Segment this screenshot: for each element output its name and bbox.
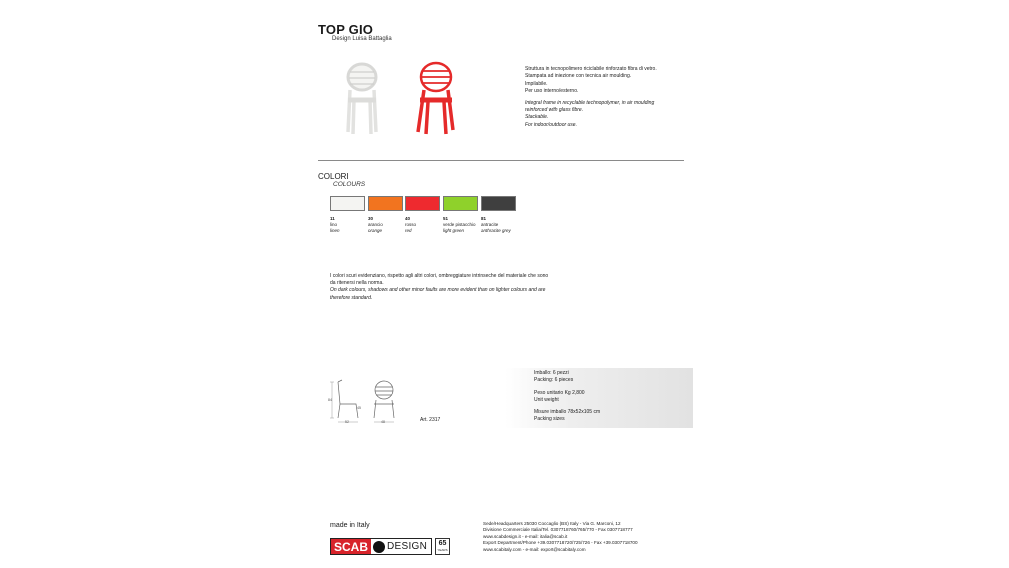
color-note-it: I colori scuri evidenziano, rispetto agli altri colori, ombreggiature intrinseche del materiale che sono da ritenersi nella norma. — [330, 273, 549, 287]
color-swatch-light-green — [443, 196, 478, 211]
swatch-name-it: rosso — [405, 222, 417, 227]
swatch-code: 30 — [368, 216, 374, 221]
description-en-line: Integral frame in recyclable technopolymer, in air moulding — [525, 99, 655, 106]
description-it-line: Struttura in tecnopolimero riciclabile rinforzato fibra di vetro. — [525, 66, 657, 72]
product-designer: Design Luisa Battaglia — [332, 36, 392, 42]
description-it-line: Stampata ad iniezione con tecnica air moulding. — [525, 73, 632, 80]
dim-depth: 52 — [345, 420, 349, 424]
dim-width: 48 — [381, 420, 385, 424]
size-en: Packing sizes — [534, 416, 565, 422]
colors-title-en: COLOURS — [333, 181, 366, 188]
product-description — [525, 66, 695, 129]
swatch-name-en: light green — [443, 228, 465, 233]
description-en-line: For indoor/outdoor use. — [525, 121, 577, 128]
swatch-code: 51 — [443, 216, 449, 221]
swatch-label — [481, 216, 521, 234]
swatch-name-it: verde pistacchio — [443, 222, 476, 227]
front-view-drawing — [374, 381, 394, 422]
swatch-name-en: anthracite grey — [481, 228, 511, 233]
color-swatch-orange — [368, 196, 403, 211]
badge-number: 65 — [438, 540, 447, 547]
description-en-line: Stackable. — [525, 114, 549, 121]
contact-line: www.scabitaly.com - e-mail: export@scabitaly.com — [483, 546, 586, 552]
brand-logo — [330, 538, 432, 555]
chair-photos — [340, 60, 460, 138]
badge-text: YEARS — [437, 548, 448, 552]
contact-line: Sede/Headquarters 25030 Coccaglio (BS) Italy - Via G. Marconi, 12 — [483, 521, 621, 526]
swatch-name-en: red — [405, 228, 412, 233]
contact-line: Divisione Commerciale Italia/Tel. 0307718760/765/770 - Fax 0307718777 — [483, 527, 633, 533]
weight-en: Unit weight — [534, 397, 559, 403]
swatch-label — [405, 216, 445, 234]
swatch-label — [443, 216, 483, 234]
color-note-en: On dark colours, shadows and other minor faults are more evident than on lighter colours and are therefore standard. — [330, 287, 546, 301]
description-it-line: Per uso interno/esterno. — [525, 88, 579, 95]
swatch-label — [330, 216, 370, 234]
swatch-name-en: orange — [368, 228, 383, 233]
color-swatch-anthracite — [481, 196, 516, 211]
white-chair-image — [348, 64, 376, 134]
color-note — [330, 273, 550, 302]
contact-info — [483, 521, 683, 553]
packing-en: Packing: 6 pieces — [534, 377, 574, 383]
anniversary-badge — [435, 538, 450, 555]
color-swatch-red — [405, 196, 440, 211]
dim-height: 84 — [328, 398, 332, 402]
section-divider — [318, 160, 684, 161]
contact-line: www.scabdesign.it - e-mail: italia@scab.it — [483, 533, 568, 539]
weight-it: Peso unitario Kg 2,800 — [534, 390, 585, 396]
contact-line: Export Department/Phone +39.0307718720/725/726 - Fax +39.0307718700 — [483, 540, 638, 546]
size-it: Misure imballo 78x52x105 cm — [534, 409, 601, 415]
color-swatch-linen — [330, 196, 365, 211]
swatch-name-en: linen — [330, 228, 340, 233]
description-it-line: Impilabile. — [525, 80, 548, 87]
swatch-code: 11 — [330, 216, 335, 221]
technical-drawing — [328, 378, 416, 428]
brand-logo-left: SCAB — [331, 539, 371, 554]
swatch-label — [368, 216, 408, 234]
colors-title-it: COLORI — [318, 172, 349, 181]
description-en-line: reinforced with glass fibre. — [525, 107, 584, 114]
article-number: Art. 2317 — [420, 417, 441, 423]
swatch-code: 81 — [481, 216, 487, 221]
red-chair-image — [418, 63, 453, 134]
brand-logo-right: DESIGN — [387, 541, 428, 552]
made-in-italy: made in Italy — [330, 522, 370, 529]
swatch-code: 40 — [405, 216, 411, 221]
packing-it: Imballo: 6 pezzi — [534, 370, 569, 376]
swatch-name-it: antracite — [481, 222, 499, 227]
swatch-name-it: arancio — [368, 222, 383, 227]
side-view-drawing — [330, 380, 358, 422]
product-title: TOP GIO — [318, 22, 374, 37]
brand-logo-dot — [373, 541, 385, 553]
dim-seat: 45 — [357, 406, 361, 410]
swatch-name-it: lino — [330, 222, 338, 227]
